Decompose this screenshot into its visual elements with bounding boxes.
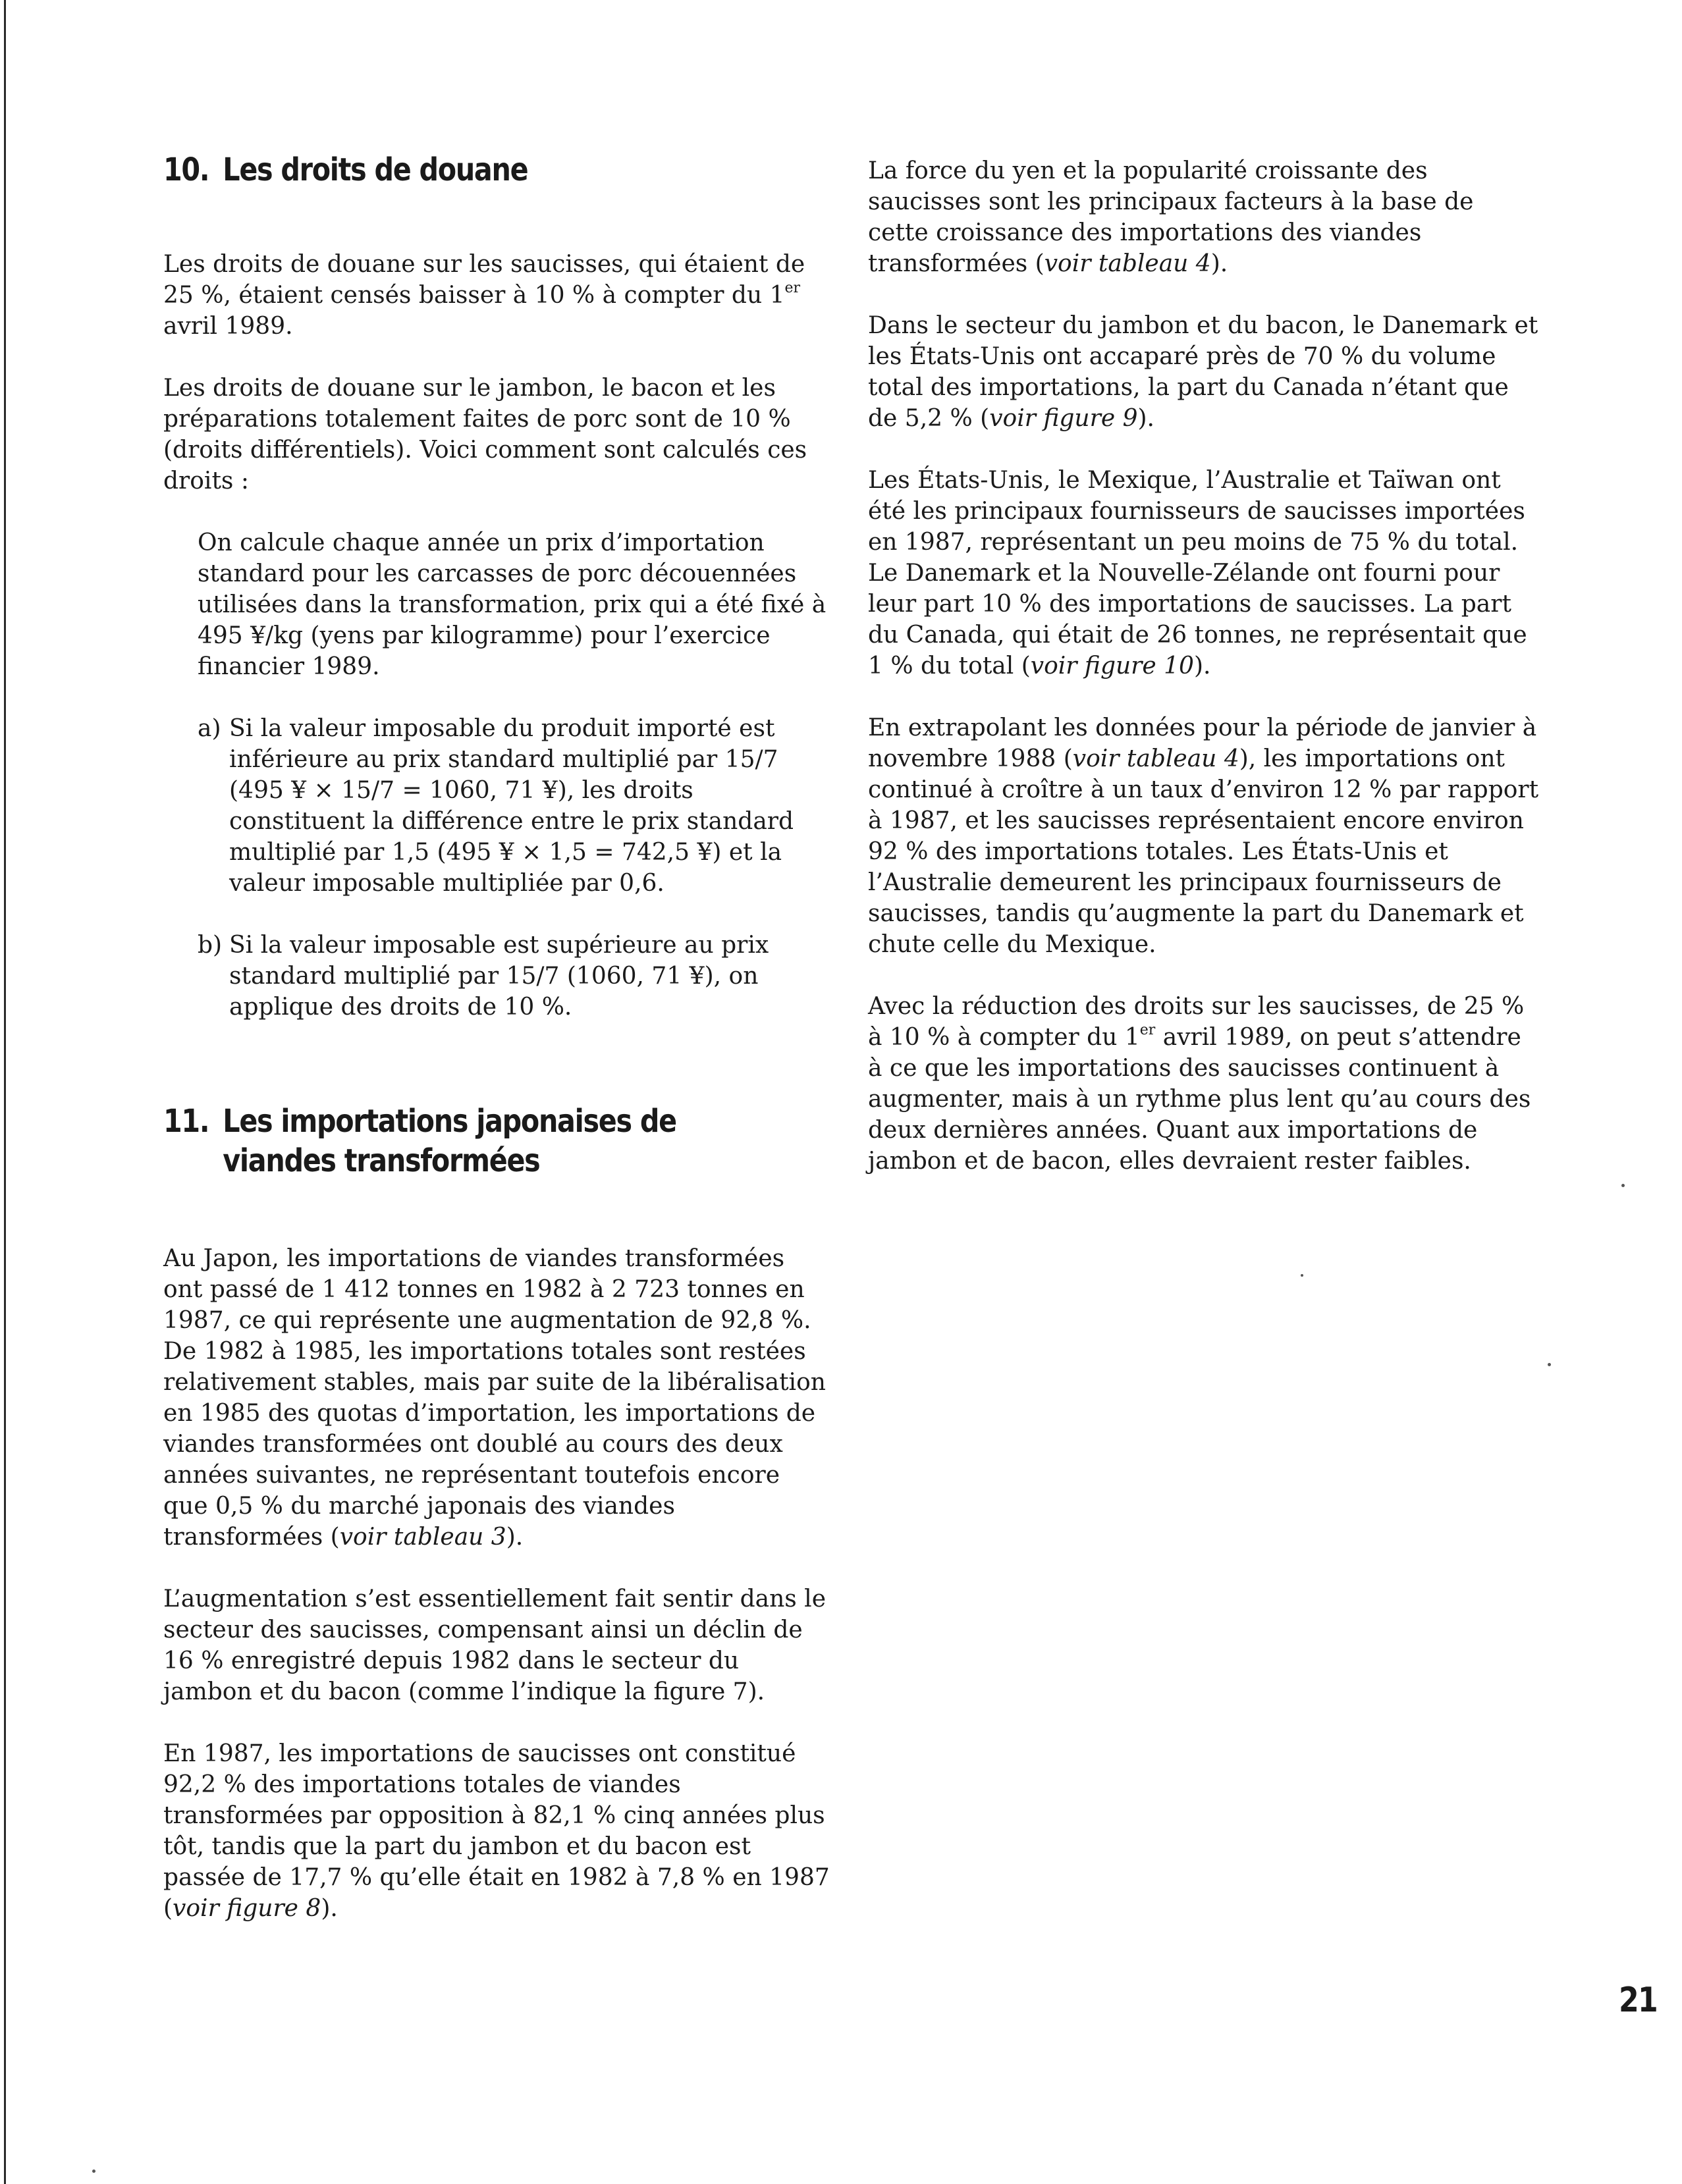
list-item-a-text: Si la valeur imposable du produit importé est inférieure au prix standard multiplié par 15/7 (495 ¥ × 15/7 = 1060, 71 ¥), les droits constituent la différence entre le prix standard multiplié par 1,5 (495 ¥ × 1,5 = 742,5 ¥) et la valeur imposable multipliée par 0,6. — [229, 715, 794, 897]
scan-edge-line — [4, 0, 6, 2184]
paragraph-customs-ham: Les droits de douane sur le jambon, le bacon et les préparations totalement faites de porc sont de 10 % (droits différentiels). Voici comment sont calculés ces droits : — [163, 375, 807, 494]
list-item-b — [198, 930, 830, 1023]
left-column — [163, 150, 830, 1924]
scan-speck — [92, 2170, 95, 2173]
paragraph-main-suppliers: Les États-Unis, le Mexique, l’Australie et Taïwan ont été les principaux fournisseurs de saucisses importées en 1987, représentant un peu moins de 75 % du total. Le Danemark et la Nouvelle-Zélande ont fourni pour leur part 10 % des importations de saucisses. La part du Canada, qui était de 26 tonnes, ne représentait que 1 % du total (voir figure 10). — [868, 467, 1527, 679]
section-11-title: Les importations japonaises de viandes transformées — [223, 1103, 676, 1179]
paragraph-customs-sausages: Les droits de douane sur les saucisses, qui étaient de 25 %, étaient censés baisser à 10 % à compter du 1er avril 1989. — [163, 251, 805, 340]
paragraph-extrapolation: En extrapolant les données pour la période de janvier à novembre 1988 (voir tableau 4), les importations ont continué à croître à un taux d’environ 12 % par rapport à 1987, et les saucisses représentaient encore environ 92 % des importations totales. Les États-Unis et l’Australie demeurent les principaux fournisseurs de saucisses, tandis qu’augmente la part du Danemark et chute celle du Mexique. — [868, 714, 1539, 958]
list-item-a — [198, 713, 830, 899]
page-number: 21 — [1619, 1981, 1658, 2020]
scan-speck — [1621, 1184, 1625, 1187]
section-11-heading — [163, 1102, 826, 1181]
paragraph-standard-price: On calcule chaque année un prix d’importation standard pour les carcasses de porc découennées utilisées dans la transformation, prix qui a été fixé à 495 ¥/kg (yens par kilogramme) pour l’exercice financier 1989. — [198, 529, 827, 680]
paragraph-duty-reduction: Avec la réduction des droits sur les saucisses, de 25 % à 10 % à compter du 1er avril 1989, on peut s’attendre à ce que les importations des saucisses continuent à augmenter, mais à un rythme plus lent qu’au cours des deux dernières années. Quant aux importations de jambon et de bacon, elles devraient rester faibles. — [868, 993, 1531, 1175]
section-10-number: 10. — [163, 151, 209, 188]
section-10-heading — [163, 150, 826, 190]
right-column — [868, 155, 1540, 1177]
paragraph-1987-share: En 1987, les importations de saucisses ont constitué 92,2 % des importations totales de viandes transformées par opposition à 82,1 % cinq années plus tôt, tandis que la part du jambon et du bacon est passée de 17,7 % qu’elle était en 1982 à 7,8 % en 1987 (voir figure 8). — [163, 1740, 830, 1922]
list-item-a-label: a) — [198, 715, 221, 742]
paragraph-yen-strength: La force du yen et la popularité croissante des saucisses sont les principaux facteurs à la base de cette croissance des importations des viandes transformées (voir tableau 4). — [868, 157, 1474, 277]
scan-speck — [1548, 1363, 1551, 1366]
section-11-number: 11. — [163, 1103, 209, 1140]
paragraph-sausage-sector: L’augmentation s’est essentiellement fait sentir dans le secteur des saucisses, compensant ainsi un déclin de 16 % enregistré depuis 1982 dans le secteur du jambon et du bacon (comme l’indique la figure 7). — [163, 1585, 826, 1705]
paragraph-japan-imports: Au Japon, les importations de viandes transformées ont passé de 1 412 tonnes en 1982 à 2 723 tonnes en 1987, ce qui représente une augmentation de 92,8 %. De 1982 à 1985, les importations totales sont restées relativement stables, mais par suite de la libéralisation en 1985 des quotas d’importation, les importations de viandes transformées ont doublé au cours des deux années suivantes, ne représentant toutefois encore que 0,5 % du marché japonais des viandes transformées (voir tableau 3). — [163, 1245, 826, 1551]
section-10-title: Les droits de douane — [223, 151, 528, 188]
list-item-b-text: Si la valeur imposable est supérieure au prix standard multiplié par 15/7 (1060, 71 ¥), on applique des droits de 10 %. — [229, 932, 769, 1021]
list-item-b-label: b) — [198, 932, 223, 959]
scan-speck — [1301, 1274, 1303, 1277]
paragraph-ham-bacon-sector: Dans le secteur du jambon et du bacon, le Danemark et les États-Unis ont accaparé près de 70 % du volume total des importations, la part du Canada n’étant que de 5,2 % (voir figure 9). — [868, 312, 1538, 432]
